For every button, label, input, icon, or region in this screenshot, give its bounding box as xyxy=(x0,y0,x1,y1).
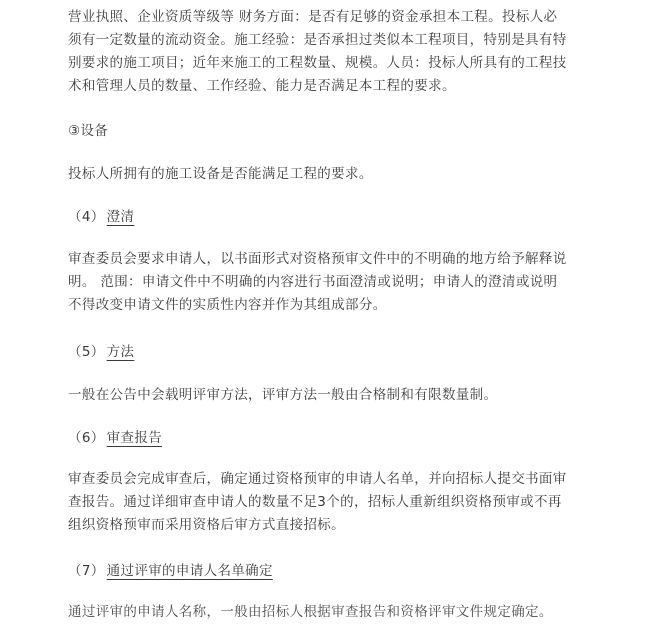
heading-section-7 xyxy=(68,560,273,582)
text-line: 别要求的施工项目；近年来施工的工程数量、规模。人员：投标人所具有的工程技 xyxy=(68,55,567,71)
text-line: 通过评审的申请人名称，一般由招标人根据审查报告和资格评审文件规定确定。 xyxy=(68,604,553,620)
paragraph-review-report xyxy=(68,468,588,537)
heading-text: ③设备 xyxy=(68,123,109,139)
text-line: 须有一定数量的流动资金。施工经验：是否承担过类似本工程项目，特别是具有特 xyxy=(68,32,567,48)
paragraph-qualification-requirements xyxy=(68,6,588,98)
section-number: （5） xyxy=(68,344,105,360)
text-line: 明。 范围：申请文件中不明确的内容进行书面澄清或说明；申请人的澄清或说明 xyxy=(68,274,558,290)
paragraph-method xyxy=(68,384,588,407)
section-title: 审查报告 xyxy=(106,430,163,446)
text-line: 营业执照、企业资质等级等 财务方面：是否有足够的资金承担本工程。投标人必 xyxy=(68,9,558,25)
text-line: 术和管理人员的数量、工作经验、能力是否满足本工程的要求。 xyxy=(68,78,456,94)
section-number: （6） xyxy=(68,430,105,446)
paragraph-equipment xyxy=(68,163,588,186)
section-title: 通过评审的申请人名单确定 xyxy=(106,563,273,579)
text-line: 一般在公告中会载明评审方法，评审方法一般由合格制和有限数量制。 xyxy=(68,387,498,403)
text-line: 投标人所拥有的施工设备是否能满足工程的要求。 xyxy=(68,166,373,182)
text-line: 不得改变申请文件的实质性内容并作为其组成部分。 xyxy=(68,297,387,313)
heading-section-5 xyxy=(68,341,134,363)
section-title: 澄清 xyxy=(106,209,135,225)
heading-section-6 xyxy=(68,427,162,449)
text-line: 组织资格预审而采用资格后审方式直接招标。 xyxy=(68,517,345,533)
section-number: （4） xyxy=(68,209,105,225)
text-line: 审查委员会要求申请人，以书面形式对资格预审文件中的不明确的地方给予解释说 xyxy=(68,251,567,267)
text-line: 查报告。通过详细审查申请人的数量不足3个的，招标人重新组织资格预审或不再 xyxy=(68,494,562,510)
heading-section-4 xyxy=(68,206,134,228)
section-title: 方法 xyxy=(106,344,135,360)
heading-equipment xyxy=(68,120,108,142)
paragraph-clarification xyxy=(68,248,588,317)
text-line: 审查委员会完成审查后，确定通过资格预审的申请人名单，并向招标人提交书面审 xyxy=(68,471,567,487)
section-number: （7） xyxy=(68,563,105,579)
paragraph-approved-list xyxy=(68,601,588,624)
